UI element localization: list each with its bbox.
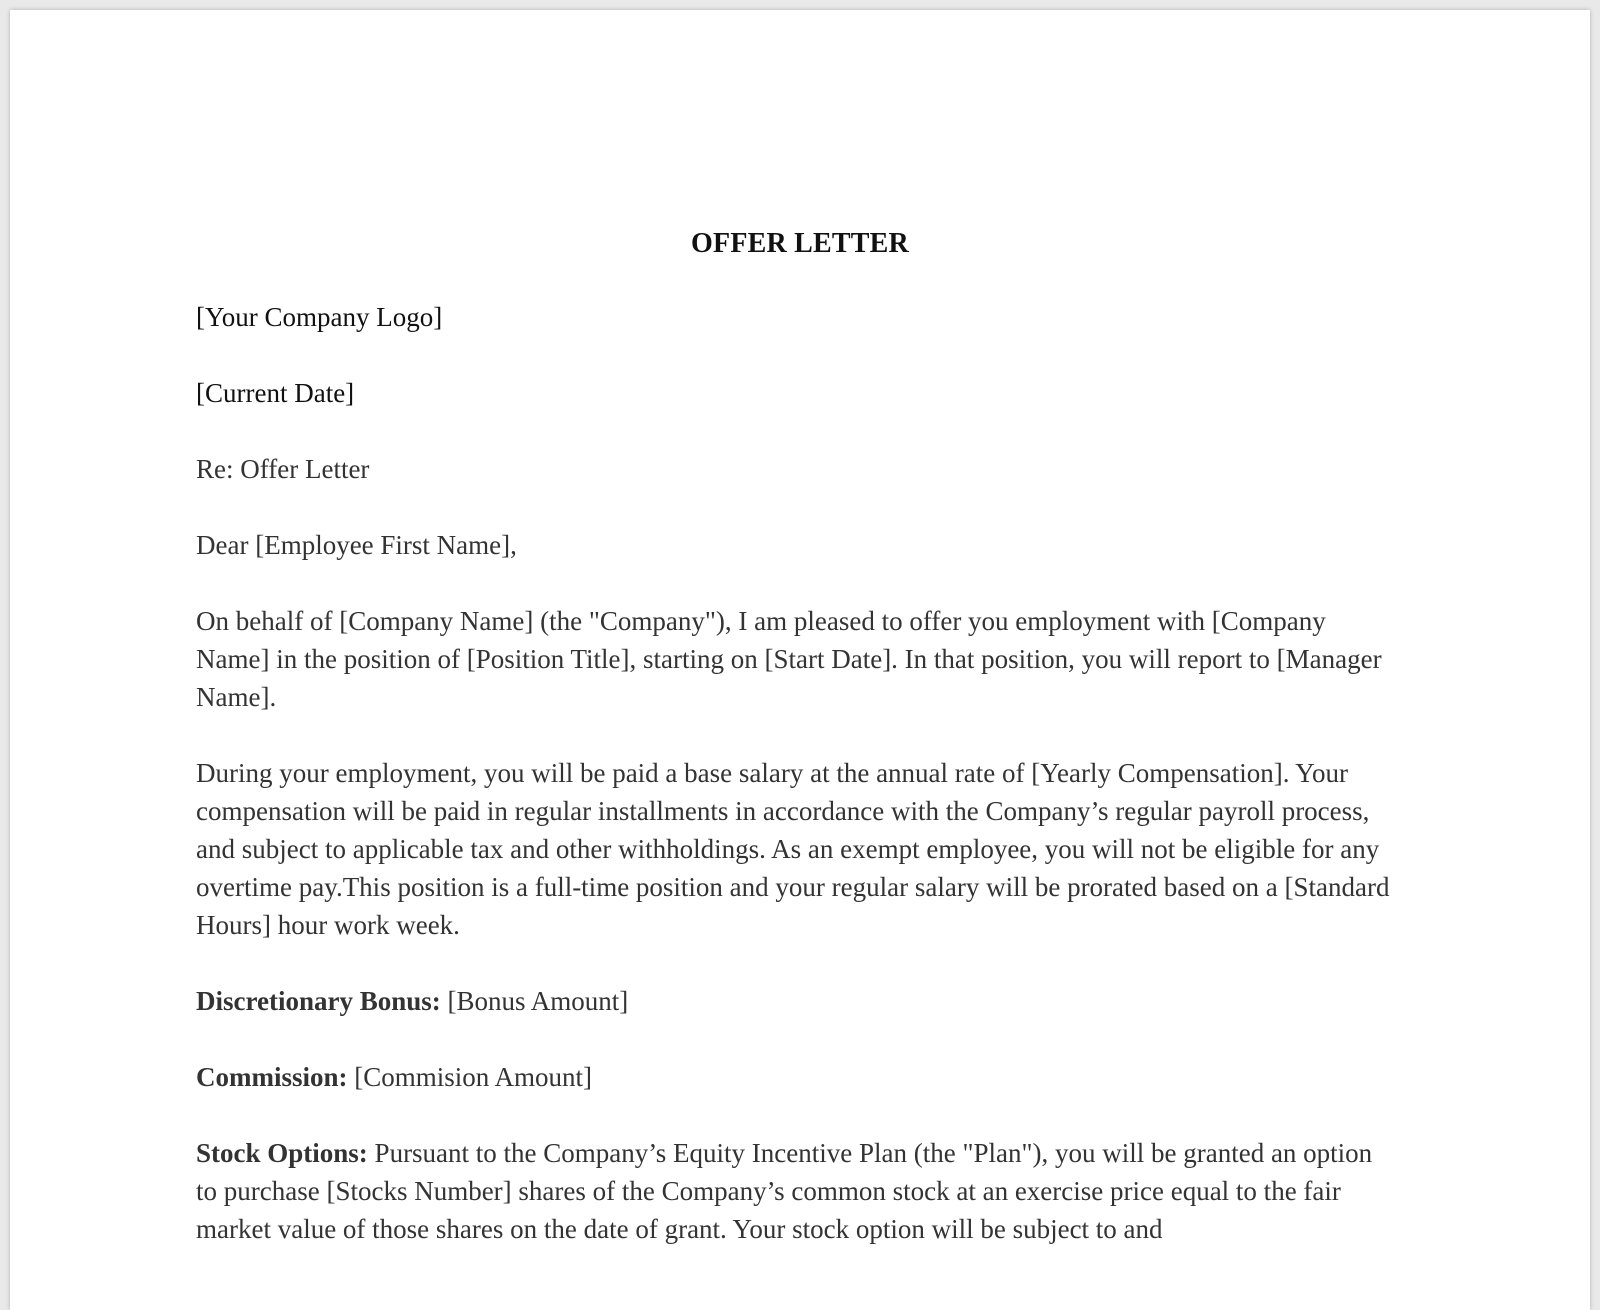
stock-options-text: Pursuant to the Company’s Equity Incentive Plan (the "Plan"), you will be granted an option to purchase [Stocks Number] shares of the Company’s common stock at an exercise price equal to the fair market value of those shares on the date of grant. Your stock option will be subject to and — [196, 1138, 1373, 1244]
commission-label: Commission: — [196, 1062, 348, 1092]
commission-value: [Commision Amount] — [347, 1062, 593, 1092]
document-page — [10, 10, 1590, 1310]
salary-paragraph: During your employment, you will be paid a base salary at the annual rate of [Yearly Compensation]. Your compensation will be paid in regular installments in accordance with the Company’s regular payroll process, and subject to applicable tax and other withholdings. As an exempt employee, you will not be eligible for any overtime pay.This position is a full-time position and your regular salary will be prorated based on a [Standard Hours] hour work week. — [196, 758, 1390, 940]
stock-options-label: Stock Options: — [196, 1138, 368, 1168]
document-body — [196, 240, 1396, 1286]
bonus-label: Discretionary Bonus: — [196, 986, 441, 1016]
stock-options-paragraph — [196, 1134, 1396, 1248]
company-logo-placeholder: [Your Company Logo] — [196, 302, 443, 332]
re-line: Re: Offer Letter — [196, 454, 370, 484]
document-title: OFFER LETTER — [691, 228, 909, 259]
commission-line — [196, 1058, 1396, 1096]
salutation: Dear [Employee First Name], — [196, 530, 517, 560]
bonus-value: [Bonus Amount] — [440, 986, 629, 1016]
current-date-placeholder: [Current Date] — [196, 378, 355, 408]
bonus-line — [196, 982, 1396, 1020]
offer-paragraph: On behalf of [Company Name] (the "Company"), I am pleased to offer you employment with [Company Name] in the position of [Position Title], starting on [Start Date]. In that position, you will report to [Manager Name]. — [196, 606, 1382, 712]
